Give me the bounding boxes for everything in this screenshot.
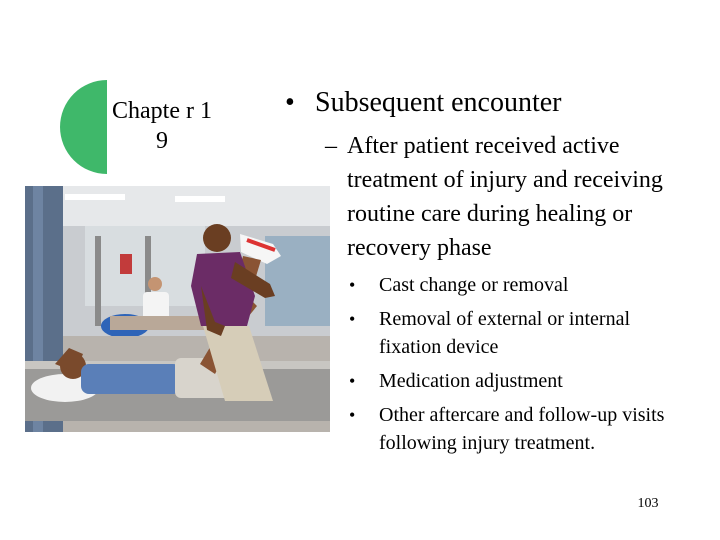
bullet-heading <box>285 85 685 121</box>
page-number: 103 <box>637 496 659 511</box>
chapter-label: Chapte r 19 <box>112 98 212 154</box>
list-item-text: Removal of external or internal fixation device <box>379 308 631 358</box>
chapter-badge <box>60 80 210 175</box>
list-item <box>349 401 685 457</box>
list-item-text: Other aftercare and follow-up visits following injury treatment. <box>379 404 665 454</box>
list-item <box>349 305 685 361</box>
bullet-marker: • <box>285 87 295 118</box>
sub-sub-bullet-list <box>349 271 685 457</box>
heading-text: Subsequent encounter <box>315 87 562 118</box>
list-item-text: Cast change or removal <box>379 274 569 296</box>
bullet-marker: • <box>349 371 356 391</box>
sub-bullet-text: After patient received active treatment of injury and receiving routine care during healing or recovery phase <box>347 133 663 261</box>
list-item-text: Medication adjustment <box>379 370 563 392</box>
bullet-content <box>285 85 685 463</box>
list-item <box>349 367 685 395</box>
dash-marker: – <box>325 133 337 159</box>
bullet-marker: • <box>349 275 356 295</box>
bullet-marker: • <box>349 309 356 329</box>
list-item <box>349 271 685 299</box>
sub-bullet <box>325 129 685 265</box>
bullet-marker: • <box>349 405 356 425</box>
